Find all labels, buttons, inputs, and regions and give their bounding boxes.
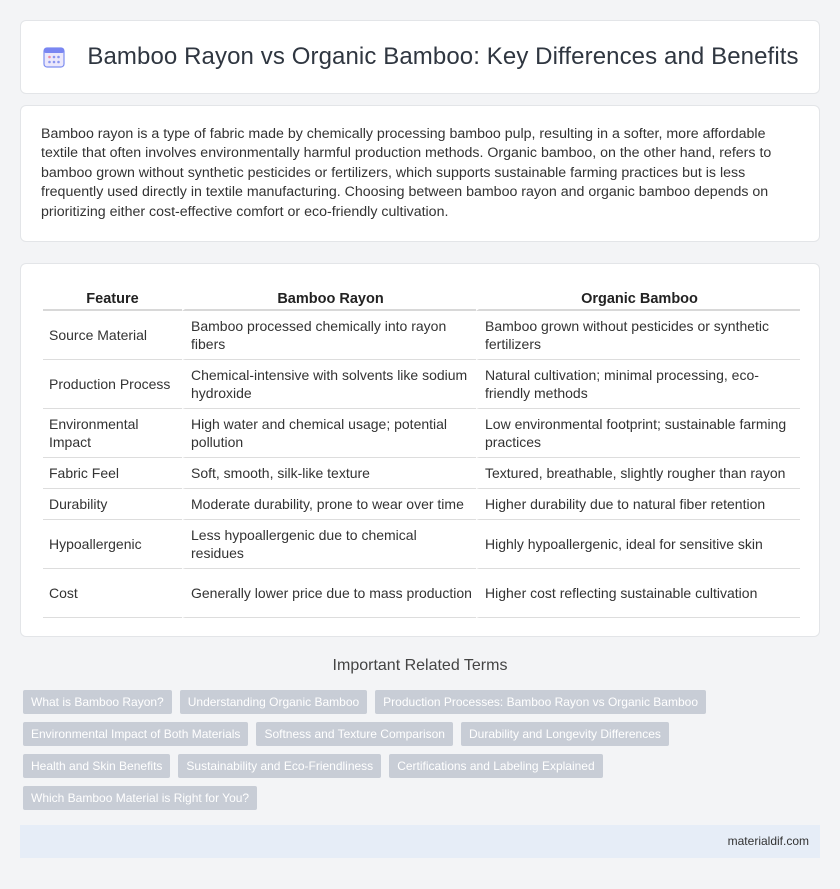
related-term-tag[interactable]: Which Bamboo Material is Right for You? — [23, 786, 257, 810]
organic-cell: Natural cultivation; minimal processing, eco-friendly methods — [476, 360, 800, 409]
related-term-tag[interactable]: Sustainability and Eco-Friendliness — [178, 754, 381, 778]
organic-cell: Textured, breathable, slightly rougher than rayon — [476, 458, 800, 489]
organic-cell: Low environmental footprint; sustainable farming practices — [476, 409, 800, 458]
related-term-tag[interactable]: Durability and Longevity Differences — [461, 722, 669, 746]
footer-site-link[interactable]: materialdif.com — [727, 834, 809, 848]
related-terms-tags — [23, 690, 803, 818]
title-card — [20, 20, 820, 94]
organic-cell: Higher cost reflecting sustainable cultivation — [476, 569, 800, 618]
related-term-tag[interactable]: Understanding Organic Bamboo — [180, 690, 367, 714]
page-title: Bamboo Rayon vs Organic Bamboo: Key Differences and Benefits — [87, 43, 799, 70]
rayon-cell: Less hypoallergenic due to chemical residues — [182, 520, 476, 569]
comparison-card — [20, 263, 820, 637]
calendar-grid-icon — [41, 44, 67, 70]
organic-cell: Highly hypoallergenic, ideal for sensitive skin — [476, 520, 800, 569]
table-header-row — [43, 284, 800, 311]
related-term-tag[interactable]: Health and Skin Benefits — [23, 754, 170, 778]
tag-row — [23, 722, 803, 746]
feature-cell: Environmental Impact — [43, 409, 182, 458]
related-term-tag[interactable]: Environmental Impact of Both Materials — [23, 722, 248, 746]
rayon-cell: Bamboo processed chemically into rayon fibers — [182, 311, 476, 360]
related-term-tag[interactable]: Production Processes: Bamboo Rayon vs Organic Bamboo — [375, 690, 706, 714]
feature-cell: Hypoallergenic — [43, 520, 182, 569]
table-row — [43, 520, 800, 569]
related-term-tag[interactable]: Certifications and Labeling Explained — [389, 754, 602, 778]
column-header: Organic Bamboo — [476, 284, 800, 311]
rayon-cell: Chemical-intensive with solvents like sodium hydroxide — [182, 360, 476, 409]
rayon-cell: Soft, smooth, silk-like texture — [182, 458, 476, 489]
footer — [20, 825, 820, 858]
tag-row — [23, 754, 803, 778]
related-term-tag[interactable]: What is Bamboo Rayon? — [23, 690, 172, 714]
rayon-cell: High water and chemical usage; potential pollution — [182, 409, 476, 458]
table-row — [43, 311, 800, 360]
related-terms-heading: Important Related Terms — [332, 657, 508, 674]
organic-cell: Bamboo grown without pesticides or synthetic fertilizers — [476, 311, 800, 360]
feature-cell: Durability — [43, 489, 182, 520]
rayon-cell: Moderate durability, prone to wear over time — [182, 489, 476, 520]
column-header: Bamboo Rayon — [182, 284, 476, 311]
table-row — [43, 489, 800, 520]
rayon-cell: Generally lower price due to mass production — [182, 569, 476, 618]
comparison-table — [43, 284, 800, 618]
table-row — [43, 409, 800, 458]
feature-cell: Production Process — [43, 360, 182, 409]
table-row — [43, 569, 800, 618]
table-row — [43, 360, 800, 409]
feature-cell: Source Material — [43, 311, 182, 360]
column-header: Feature — [43, 284, 182, 311]
table-row — [43, 458, 800, 489]
intro-paragraph: Bamboo rayon is a type of fabric made by chemically processing bamboo pulp, resulting in a softer, more affordable textile that often involves environmentally harmful production methods. Organic bamboo, on the other hand, refers to bamboo grown without synthetic pesticides or fertilizers, which supports sustainable farming practices but is less frequently used directly in textile manufacturing. Choosing between bamboo rayon and organic bamboo depends on prioritizing either cost-effective comfort or eco-friendly cultivation. — [41, 126, 772, 220]
feature-cell: Cost — [43, 569, 182, 618]
tag-row — [23, 690, 803, 714]
related-term-tag[interactable]: Softness and Texture Comparison — [256, 722, 453, 746]
tag-row — [23, 786, 803, 810]
intro-card — [20, 105, 820, 242]
organic-cell: Higher durability due to natural fiber retention — [476, 489, 800, 520]
feature-cell: Fabric Feel — [43, 458, 182, 489]
